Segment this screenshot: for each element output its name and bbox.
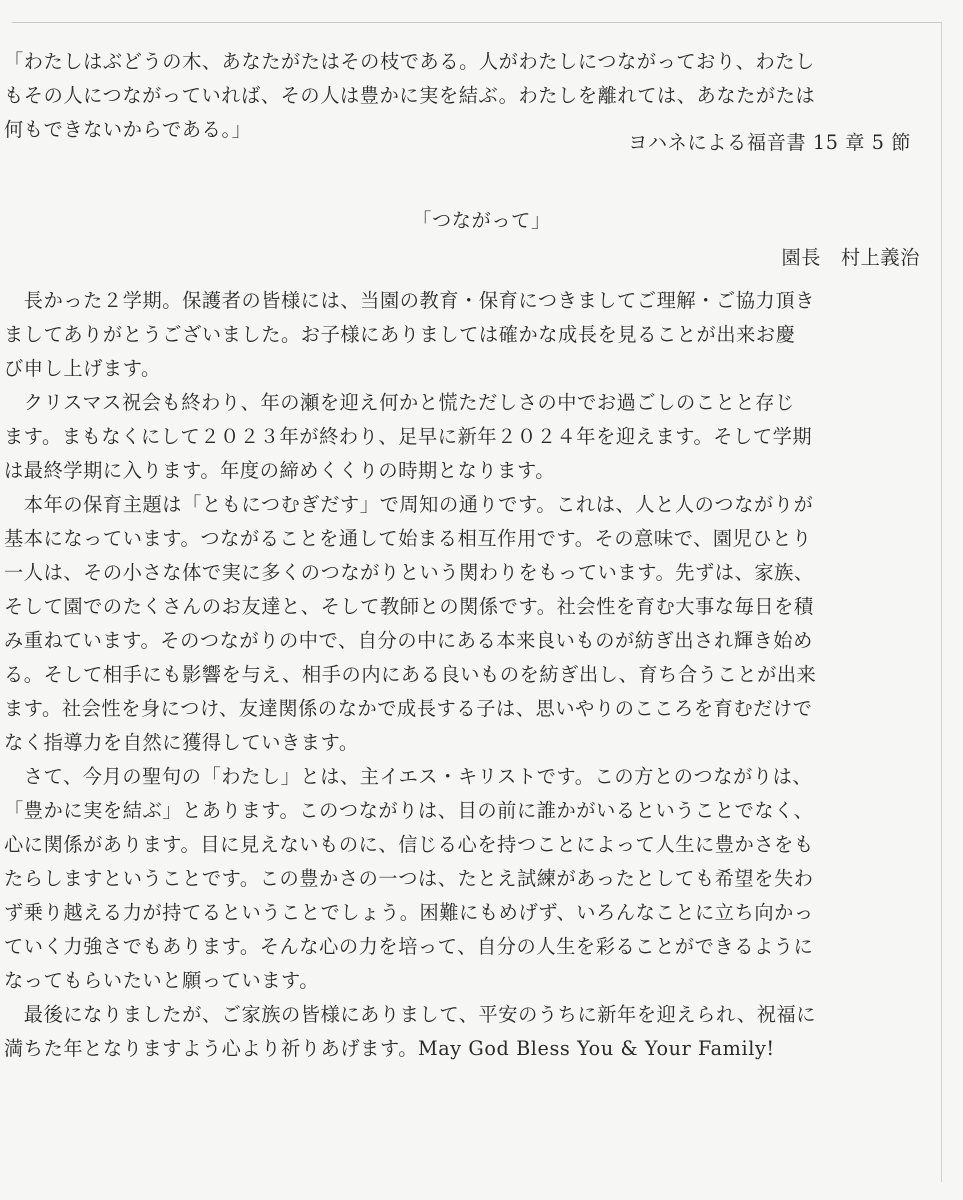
body-line: ていく力強さでもあります。そんな心の力を培って、自分の人生を彩ることができるように [4,935,814,958]
page-frame-right-line [941,22,942,1182]
body-line: は最終学期に入ります。年度の締めくくりの時期となります。 [4,459,555,482]
body-line: ず乗り越える力が持てるということでしょう。困難にもめげず、いろんなことに立ち向かっ [4,901,814,924]
body-line: さて、今月の聖句の「わたし」とは、主イエス・キリストです。この方とのつながりは、 [4,765,813,788]
body-line: たらしますということです。この豊かさの一つは、たとえ試練があったとしても希望を失わ [4,867,814,890]
body-line: ます。社会性を身につけ、友達関係のなかで成長する子は、思いやりのこころを育むだけで [4,697,813,720]
verse-reference: ヨハネによる福音書 15 章 5 節 [628,131,911,154]
body-line: そして園でのたくさんのお友達と、そして教師との関係です。社会性を育む大事な毎日を積 [4,595,814,618]
body-line: 心に関係があります。目に見えないものに、信じる心を持つことによって人生に豊かさをも [4,833,814,856]
body-line: 長かった２学期。保護者の皆様には、当園の教育・保育につきましてご理解・ご協力頂き [4,289,815,312]
article-body [4,284,924,1066]
page-frame-top-line [12,22,942,23]
body-line: なく指導力を自然に獲得していきます。 [4,731,359,754]
body-line: 「豊かに実を結ぶ」とあります。このつながりは、目の前に誰かがいるということでなく、 [4,799,814,822]
verse-line: もその人につながっていれば、その人は豊かに実を結ぶ。わたしを離れては、あなたがたは [4,84,816,107]
body-line: ましてありがとうございました。お子様にありましては確かな成長を見ることが出来お慶 [4,323,796,346]
verse-line: 「わたしはぶどうの木、あなたがたはその枝である。人がわたしにつながっており、わたし [4,50,815,73]
body-line: クリスマス祝会も終わり、年の瀬を迎え何かと慌ただしさの中でお過ごしのことと存じ [4,391,795,414]
body-line: 最後になりましたが、ご家族の皆様にありまして、平安のうちに新年を迎えられ、祝福に [4,1003,817,1026]
article-author: 園長 村上義治 [781,246,920,269]
body-line: る。そして相手にも影響を与え、相手の内にある良いものを紡ぎ出し、育ち合うことが出来 [4,663,817,686]
body-line: なってもらいたいと願っています。 [4,969,320,992]
article-title: 「つながって」 [412,209,551,232]
body-line: ます。まもなくにして２０２３年が終わり、足早に新年２０２４年を迎えます。そして学期 [4,425,813,448]
body-line: 基本になっています。つながることを通して始まる相互作用です。その意味で、園児ひとり [4,527,812,550]
body-line: 満ちた年となりますよう心より祈りあげます。May God Bless You & Your Family! [4,1037,775,1060]
body-line: み重ねています。そのつながりの中で、自分の中にある本来良いものが紡ぎ出され輝き始め [4,629,813,652]
body-line: び申し上げます。 [4,357,161,380]
body-line: 一人は、その小さな体で実に多くのつながりという関わりをもっています。先ずは、家族、 [4,561,814,584]
body-line: 本年の保育主題は「ともにつむぎだす」で周知の通りです。これは、人と人のつながりが [4,493,814,516]
verse-line: 何もできないからである。」 [4,118,252,141]
